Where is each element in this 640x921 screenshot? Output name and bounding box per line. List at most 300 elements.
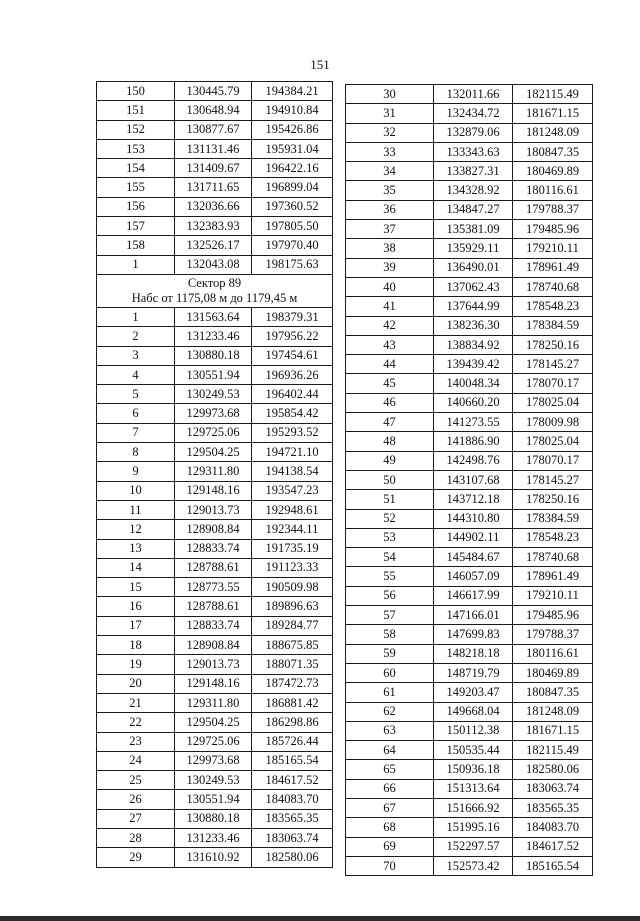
table-row [97,481,333,500]
point-number-cell: 152 [97,120,175,139]
table-row [346,258,593,277]
x-coordinate-cell: 132879.06 [434,123,513,142]
point-number-cell: 25 [97,771,175,790]
point-number-cell: 41 [346,297,434,316]
x-coordinate-cell: 132043.08 [175,255,252,274]
point-number-cell: 10 [97,481,175,500]
table-row [346,316,593,335]
sector-header [97,274,333,307]
point-number-cell: 43 [346,335,434,354]
x-coordinate-cell: 129311.80 [175,693,252,712]
table-row [97,327,333,346]
table-row [346,451,593,470]
x-coordinate-cell: 138834.92 [434,335,513,354]
y-coordinate-cell: 183565.35 [252,809,333,828]
y-coordinate-cell: 194384.21 [252,82,333,101]
x-coordinate-cell: 129973.68 [175,404,252,423]
y-coordinate-cell: 195854.42 [252,404,333,423]
table-row [346,277,593,296]
table-row [97,217,333,236]
x-coordinate-cell: 147699.83 [434,625,513,644]
point-number-cell: 63 [346,721,434,740]
table-row [97,139,333,158]
point-number-cell: 29 [97,848,175,867]
x-coordinate-cell: 129013.73 [175,500,252,519]
point-number-cell: 38 [346,239,434,258]
point-number-cell: 62 [346,702,434,721]
y-coordinate-cell: 180847.35 [513,142,593,161]
table-row [346,413,593,432]
point-number-cell: 54 [346,548,434,567]
table-row [346,297,593,316]
right-table-rows [346,85,593,876]
sector-subtitle: Набс от 1175,08 м до 1179,45 м [131,290,298,305]
point-number-cell: 28 [97,828,175,847]
table-row [346,798,593,817]
y-coordinate-cell: 183565.35 [513,798,593,817]
x-coordinate-cell: 141886.90 [434,432,513,451]
point-number-cell: 2 [97,327,175,346]
y-coordinate-cell: 198379.31 [252,307,333,326]
point-number-cell: 55 [346,567,434,586]
point-number-cell: 49 [346,451,434,470]
y-coordinate-cell: 180847.35 [513,683,593,702]
point-number-cell: 50 [346,470,434,489]
x-coordinate-cell: 128833.74 [175,616,252,635]
y-coordinate-cell: 179485.96 [513,606,593,625]
y-coordinate-cell: 180116.61 [513,644,593,663]
x-coordinate-cell: 130249.53 [175,385,252,404]
point-number-cell: 9 [97,462,175,481]
x-coordinate-cell: 128773.55 [175,578,252,597]
y-coordinate-cell: 179485.96 [513,220,593,239]
x-coordinate-cell: 130880.18 [175,346,252,365]
y-coordinate-cell: 197956.22 [252,327,333,346]
table-row [346,162,593,181]
y-coordinate-cell: 178740.68 [513,548,593,567]
y-coordinate-cell: 191735.19 [252,539,333,558]
x-coordinate-cell: 131563.64 [175,307,252,326]
y-coordinate-cell: 181248.09 [513,702,593,721]
coordinates-table-left [96,81,333,868]
x-coordinate-cell: 130880.18 [175,809,252,828]
y-coordinate-cell: 178009.98 [513,413,593,432]
x-coordinate-cell: 129013.73 [175,655,252,674]
y-coordinate-cell: 184083.70 [513,818,593,837]
x-coordinate-cell: 132526.17 [175,236,252,255]
y-coordinate-cell: 194721.10 [252,443,333,462]
table-row [346,374,593,393]
x-coordinate-cell: 141273.55 [434,413,513,432]
x-coordinate-cell: 134847.27 [434,200,513,219]
point-number-cell: 17 [97,616,175,635]
point-number-cell: 13 [97,539,175,558]
table-row [97,809,333,828]
x-coordinate-cell: 137062.43 [434,277,513,296]
x-coordinate-cell: 131233.46 [175,828,252,847]
point-number-cell: 7 [97,423,175,442]
point-number-cell: 16 [97,597,175,616]
y-coordinate-cell: 188071.35 [252,655,333,674]
table-row [346,470,593,489]
point-number-cell: 56 [346,586,434,605]
y-coordinate-cell: 178145.27 [513,355,593,374]
x-coordinate-cell: 149203.47 [434,683,513,702]
table-row [97,159,333,178]
point-number-cell: 23 [97,732,175,751]
y-coordinate-cell: 195931.04 [252,139,333,158]
point-number-cell: 52 [346,509,434,528]
x-coordinate-cell: 148218.18 [434,644,513,663]
y-coordinate-cell: 194910.84 [252,101,333,120]
x-coordinate-cell: 147166.01 [434,606,513,625]
table-row [97,255,333,274]
y-coordinate-cell: 197360.52 [252,197,333,216]
table-row [97,404,333,423]
y-coordinate-cell: 184617.52 [252,771,333,790]
y-coordinate-cell: 180469.89 [513,663,593,682]
table-row [346,239,593,258]
point-number-cell: 153 [97,139,175,158]
table-row [346,123,593,142]
x-coordinate-cell: 131610.92 [175,848,252,867]
y-coordinate-cell: 197970.40 [252,236,333,255]
table-row [346,586,593,605]
point-number-cell: 53 [346,528,434,547]
table-row [346,606,593,625]
x-coordinate-cell: 132383.93 [175,217,252,236]
table-row [346,181,593,200]
x-coordinate-cell: 144902.11 [434,528,513,547]
point-number-cell: 15 [97,578,175,597]
y-coordinate-cell: 178070.17 [513,451,593,470]
table-row [97,655,333,674]
point-number-cell: 4 [97,365,175,384]
table-row [346,741,593,760]
x-coordinate-cell: 129725.06 [175,423,252,442]
x-coordinate-cell: 150112.38 [434,721,513,740]
point-number-cell: 65 [346,760,434,779]
y-coordinate-cell: 187472.73 [252,674,333,693]
x-coordinate-cell: 130648.94 [175,101,252,120]
table-row [97,828,333,847]
y-coordinate-cell: 181671.15 [513,104,593,123]
y-coordinate-cell: 182580.06 [513,760,593,779]
point-number-cell: 5 [97,385,175,404]
point-number-cell: 26 [97,790,175,809]
y-coordinate-cell: 183063.74 [252,828,333,847]
left-table-rows-bottom [97,307,333,867]
y-coordinate-cell: 178740.68 [513,277,593,296]
point-number-cell: 70 [346,856,434,875]
point-number-cell: 45 [346,374,434,393]
table-row [346,818,593,837]
x-coordinate-cell: 151995.16 [434,818,513,837]
y-coordinate-cell: 185165.54 [252,751,333,770]
x-coordinate-cell: 150936.18 [434,760,513,779]
x-coordinate-cell: 128788.61 [175,558,252,577]
table-row [346,142,593,161]
point-number-cell: 14 [97,558,175,577]
table-row [97,462,333,481]
point-number-cell: 1 [97,255,175,274]
y-coordinate-cell: 179788.37 [513,200,593,219]
point-number-cell: 42 [346,316,434,335]
point-number-cell: 156 [97,197,175,216]
y-coordinate-cell: 182115.49 [513,85,593,104]
y-coordinate-cell: 196936.26 [252,365,333,384]
table-row [97,693,333,712]
point-number-cell: 59 [346,644,434,663]
point-number-cell: 37 [346,220,434,239]
table-row [346,335,593,354]
y-coordinate-cell: 186881.42 [252,693,333,712]
y-coordinate-cell: 190509.98 [252,578,333,597]
y-coordinate-cell: 196422.16 [252,159,333,178]
sector-header-cell [97,274,333,307]
point-number-cell: 31 [346,104,434,123]
point-number-cell: 58 [346,625,434,644]
point-number-cell: 66 [346,779,434,798]
y-coordinate-cell: 178250.16 [513,490,593,509]
table-row [346,856,593,875]
y-coordinate-cell: 178025.04 [513,393,593,412]
y-coordinate-cell: 178145.27 [513,470,593,489]
point-number-cell: 64 [346,741,434,760]
x-coordinate-cell: 132011.66 [434,85,513,104]
point-number-cell: 1 [97,307,175,326]
point-number-cell: 158 [97,236,175,255]
x-coordinate-cell: 133343.63 [434,142,513,161]
point-number-cell: 69 [346,837,434,856]
x-coordinate-cell: 130445.79 [175,82,252,101]
table-row [97,713,333,732]
x-coordinate-cell: 139439.42 [434,355,513,374]
x-coordinate-cell: 144310.80 [434,509,513,528]
y-coordinate-cell: 178250.16 [513,335,593,354]
table-row [346,548,593,567]
y-coordinate-cell: 181248.09 [513,123,593,142]
x-coordinate-cell: 131131.46 [175,139,252,158]
point-number-cell: 46 [346,393,434,412]
table-row [97,236,333,255]
table-row [97,848,333,867]
table-row [346,355,593,374]
point-number-cell: 27 [97,809,175,828]
scan-edge [0,916,640,921]
point-number-cell: 68 [346,818,434,837]
x-coordinate-cell: 128833.74 [175,539,252,558]
x-coordinate-cell: 152573.42 [434,856,513,875]
y-coordinate-cell: 196402.44 [252,385,333,404]
point-number-cell: 51 [346,490,434,509]
point-number-cell: 19 [97,655,175,674]
point-number-cell: 39 [346,258,434,277]
y-coordinate-cell: 179210.11 [513,239,593,258]
point-number-cell: 157 [97,217,175,236]
y-coordinate-cell: 194138.54 [252,462,333,481]
y-coordinate-cell: 180469.89 [513,162,593,181]
table-row [97,178,333,197]
y-coordinate-cell: 189284.77 [252,616,333,635]
point-number-cell: 154 [97,159,175,178]
x-coordinate-cell: 149668.04 [434,702,513,721]
y-coordinate-cell: 197454.61 [252,346,333,365]
x-coordinate-cell: 134328.92 [434,181,513,200]
y-coordinate-cell: 178961.49 [513,567,593,586]
table-row [97,578,333,597]
table-row [97,82,333,101]
table-row [346,760,593,779]
table-row [346,779,593,798]
table-row [346,702,593,721]
table-row [97,674,333,693]
table-row [346,393,593,412]
table-row [346,625,593,644]
x-coordinate-cell: 131409.67 [175,159,252,178]
table-row [346,567,593,586]
x-coordinate-cell: 140048.34 [434,374,513,393]
point-number-cell: 150 [97,82,175,101]
point-number-cell: 60 [346,663,434,682]
x-coordinate-cell: 129504.25 [175,713,252,732]
x-coordinate-cell: 145484.67 [434,548,513,567]
y-coordinate-cell: 178025.04 [513,432,593,451]
y-coordinate-cell: 178384.59 [513,316,593,335]
x-coordinate-cell: 143712.18 [434,490,513,509]
x-coordinate-cell: 151666.92 [434,798,513,817]
x-coordinate-cell: 132434.72 [434,104,513,123]
x-coordinate-cell: 148719.79 [434,663,513,682]
table-row [346,721,593,740]
x-coordinate-cell: 129148.16 [175,481,252,500]
x-coordinate-cell: 137644.99 [434,297,513,316]
table-row [97,751,333,770]
table-row [97,558,333,577]
point-number-cell: 8 [97,443,175,462]
table-row [346,220,593,239]
x-coordinate-cell: 131233.46 [175,327,252,346]
x-coordinate-cell: 150535.44 [434,741,513,760]
y-coordinate-cell: 182580.06 [252,848,333,867]
point-number-cell: 48 [346,432,434,451]
table-row [346,644,593,663]
x-coordinate-cell: 131711.65 [175,178,252,197]
point-number-cell: 47 [346,413,434,432]
y-coordinate-cell: 178548.23 [513,528,593,547]
x-coordinate-cell: 129148.16 [175,674,252,693]
page-number: 151 [310,57,330,72]
table-row [346,104,593,123]
point-number-cell: 67 [346,798,434,817]
point-number-cell: 20 [97,674,175,693]
table-row [346,683,593,702]
table-row [97,365,333,384]
point-number-cell: 21 [97,693,175,712]
y-coordinate-cell: 185165.54 [513,856,593,875]
x-coordinate-cell: 132036.66 [175,197,252,216]
point-number-cell: 3 [97,346,175,365]
table-row [97,732,333,751]
y-coordinate-cell: 192948.61 [252,500,333,519]
x-coordinate-cell: 138236.30 [434,316,513,335]
y-coordinate-cell: 178070.17 [513,374,593,393]
x-coordinate-cell: 140660.20 [434,393,513,412]
point-number-cell: 40 [346,277,434,296]
point-number-cell: 18 [97,636,175,655]
table-row [97,101,333,120]
y-coordinate-cell: 184083.70 [252,790,333,809]
y-coordinate-cell: 178384.59 [513,509,593,528]
y-coordinate-cell: 179788.37 [513,625,593,644]
x-coordinate-cell: 129504.25 [175,443,252,462]
table-row [346,200,593,219]
x-coordinate-cell: 130249.53 [175,771,252,790]
x-coordinate-cell: 128908.84 [175,520,252,539]
table-row [97,346,333,365]
point-number-cell: 61 [346,683,434,702]
x-coordinate-cell: 152297.57 [434,837,513,856]
table-row [346,837,593,856]
x-coordinate-cell: 128788.61 [175,597,252,616]
x-coordinate-cell: 129973.68 [175,751,252,770]
y-coordinate-cell: 196899.04 [252,178,333,197]
table-row [97,443,333,462]
point-number-cell: 22 [97,713,175,732]
point-number-cell: 57 [346,606,434,625]
table-row [97,636,333,655]
table-row [97,197,333,216]
table-row [97,500,333,519]
y-coordinate-cell: 178548.23 [513,297,593,316]
point-number-cell: 33 [346,142,434,161]
y-coordinate-cell: 186298.86 [252,713,333,732]
y-coordinate-cell: 181671.15 [513,721,593,740]
table-row [97,385,333,404]
table-row [346,490,593,509]
table-row [97,520,333,539]
x-coordinate-cell: 130877.67 [175,120,252,139]
point-number-cell: 36 [346,200,434,219]
table-row [346,528,593,547]
x-coordinate-cell: 146057.09 [434,567,513,586]
x-coordinate-cell: 143107.68 [434,470,513,489]
x-coordinate-cell: 146617.99 [434,586,513,605]
sector-header-row [97,274,333,307]
y-coordinate-cell: 178961.49 [513,258,593,277]
table-row [346,432,593,451]
y-coordinate-cell: 197805.50 [252,217,333,236]
table-row [346,509,593,528]
table-row [346,85,593,104]
x-coordinate-cell: 129311.80 [175,462,252,481]
coordinates-table-right [345,84,593,876]
table-row [97,790,333,809]
y-coordinate-cell: 180116.61 [513,181,593,200]
table-row [97,771,333,790]
point-number-cell: 151 [97,101,175,120]
point-number-cell: 24 [97,751,175,770]
point-number-cell: 34 [346,162,434,181]
y-coordinate-cell: 192344.11 [252,520,333,539]
y-coordinate-cell: 195293.52 [252,423,333,442]
x-coordinate-cell: 128908.84 [175,636,252,655]
point-number-cell: 32 [346,123,434,142]
point-number-cell: 30 [346,85,434,104]
point-number-cell: 44 [346,355,434,374]
x-coordinate-cell: 136490.01 [434,258,513,277]
y-coordinate-cell: 185726.44 [252,732,333,751]
